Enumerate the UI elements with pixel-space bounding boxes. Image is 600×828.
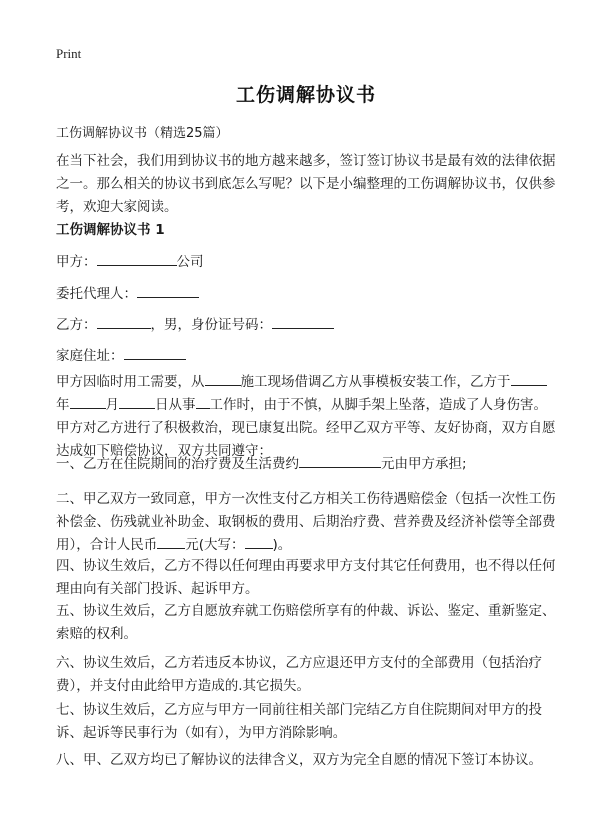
year-blank bbox=[511, 371, 547, 386]
party-a-blank bbox=[97, 251, 177, 266]
intro-text-2: 施工现场借调乙方从事模板安装工作，乙方于 bbox=[240, 374, 511, 390]
work-blank bbox=[196, 394, 210, 409]
clause-2-suffix: )。 bbox=[272, 537, 292, 553]
clause-1 bbox=[56, 453, 556, 476]
intro-text-month: 月 bbox=[105, 397, 119, 413]
clause-2 bbox=[56, 488, 556, 557]
document-subtitle: 工伤调解协议书（精选25篇） bbox=[56, 126, 229, 141]
party-b-line bbox=[56, 313, 334, 333]
address-blank bbox=[124, 345, 186, 360]
party-b-label: 乙方： bbox=[56, 317, 97, 333]
party-b-id-blank bbox=[272, 314, 334, 329]
clause-6: 六、协议生效后，乙方若违反本协议，乙方应退还甲方支付的全部费用（包括治疗费），并支付由此给甲方造成的.其它损失。 bbox=[56, 655, 542, 694]
clause-1-blank bbox=[299, 453, 381, 468]
party-b-mid: ，男，身份证号码： bbox=[150, 317, 272, 333]
document-title: 工伤调解协议书 bbox=[235, 84, 376, 106]
clause-2-text: 二、甲乙双方一致同意，甲方一次性支付乙方相关工伤待遇赔偿金（包括一次性工伤补偿金、伤残就业补助金、取钢板的费用、后期治疗费、营养费及经济补偿等全部费用），合计人民币 bbox=[56, 491, 556, 553]
party-a-line bbox=[56, 250, 204, 270]
intro-text-year: 年 bbox=[56, 397, 70, 413]
intro-text-day: 日从事 bbox=[155, 397, 196, 413]
agent-line bbox=[56, 282, 199, 302]
address-label: 家庭住址： bbox=[56, 348, 124, 364]
intro-text-3: 工作时，由于不慎，从脚手架上坠落，造成了人身伤害。甲方对乙方进行了积极救治，现已康复出院。经甲乙双方平等、友好协商，双方自愿达成如下赔偿协议，双方共同遵守： bbox=[56, 397, 556, 459]
day-blank bbox=[119, 394, 155, 409]
print-link[interactable]: Print bbox=[56, 46, 82, 61]
agent-label: 委托代理人： bbox=[56, 286, 137, 302]
party-a-label: 甲方： bbox=[56, 254, 97, 270]
month-blank bbox=[70, 394, 106, 409]
clause-2-amount-blank bbox=[157, 534, 185, 549]
site-blank bbox=[205, 371, 241, 386]
clause-2-capital-blank bbox=[245, 534, 273, 549]
party-a-suffix: 公司 bbox=[176, 254, 204, 270]
clause-4: 四、协议生效后，乙方不得以任何理由再要求甲方支付其它任何费用，也不得以任何理由向有关部门投诉、起诉甲方。 bbox=[56, 558, 556, 597]
clause-2-mid: 元(大写： bbox=[185, 537, 245, 553]
intro-paragraph: 在当下社会，我们用到协议书的地方越来越多，签订签订协议书是最有效的法律依据之一。那么相关的协议书到底怎么写呢？以下是小编整理的工伤调解协议书，仅供参考，欢迎大家阅读。 bbox=[56, 153, 556, 215]
section-heading: 工伤调解协议书 1 bbox=[56, 222, 165, 238]
clause-7: 七、协议生效后，乙方应与甲方一同前往相关部门完结乙方自住院期间对甲方的投诉、起诉等民事行为（如有），为甲方消除影响。 bbox=[56, 702, 542, 741]
party-b-name-blank bbox=[97, 314, 151, 329]
agent-blank bbox=[137, 283, 199, 298]
clause-1-suffix: 元由甲方承担; bbox=[381, 456, 467, 472]
agreement-intro-paragraph bbox=[56, 371, 556, 463]
clause-8: 八、甲、乙双方均已了解协议的法律含义，双方为完全自愿的情况下签订本协议。 bbox=[56, 752, 542, 768]
intro-text-1: 甲方因临时用工需要，从 bbox=[56, 374, 205, 390]
clause-1-text: 一、乙方在住院期间的治疗费及生活费约 bbox=[56, 456, 299, 472]
address-line bbox=[56, 344, 186, 364]
clause-5: 五、协议生效后，乙方自愿放弃就工伤赔偿所享有的仲裁、诉讼、鉴定、重新鉴定、索赔的权利。 bbox=[56, 603, 556, 642]
